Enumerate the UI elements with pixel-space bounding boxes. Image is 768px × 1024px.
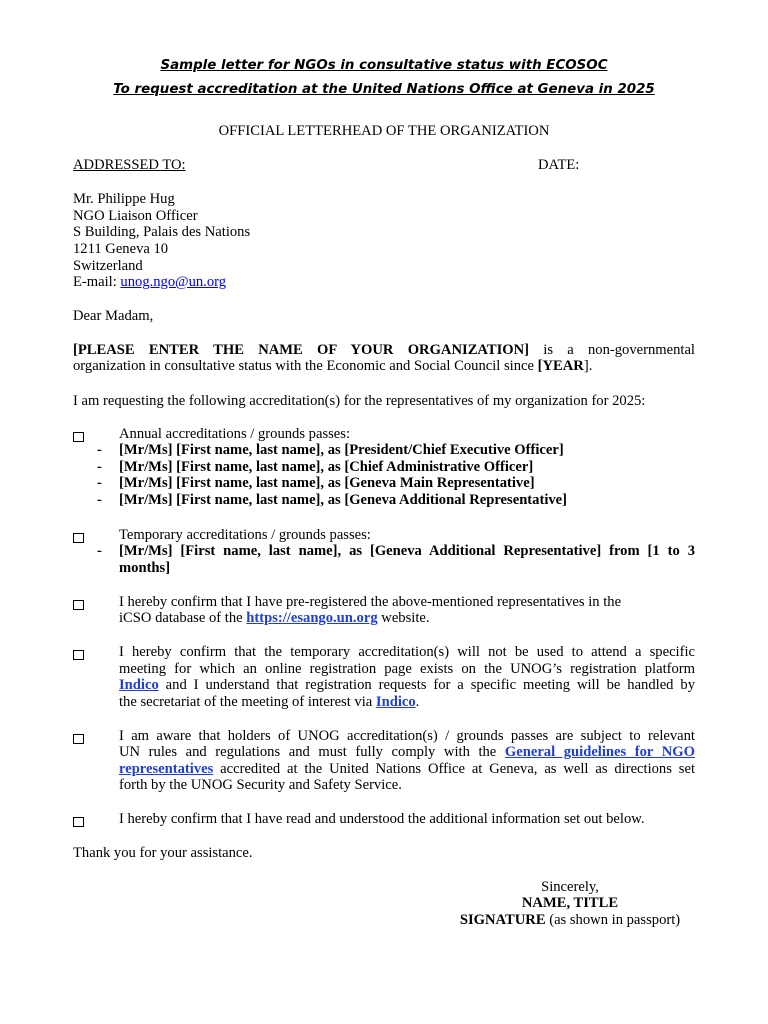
document-title-line1: Sample letter for NGOs in consultative status with ECOSOC <box>160 58 608 73</box>
confirm-preregistered-checkbox[interactable] <box>73 600 84 610</box>
intro-text: is a non-governmental <box>529 342 695 358</box>
confirm-text <box>119 744 695 761</box>
temporary-item-cont: months] <box>119 560 171 576</box>
email-link[interactable]: unog.ngo@un.org <box>120 274 227 290</box>
salutation: Dear Madam, <box>73 308 154 324</box>
address-line: S Building, Palais des Nations <box>73 224 251 240</box>
annual-item: [Mr/Ms] [First name, last name], as [Geneva Additional Representative] <box>119 492 568 508</box>
confirm-rules-checkbox[interactable] <box>73 734 84 744</box>
address-line: 1211 Geneva 10 <box>73 241 169 257</box>
email-line <box>73 274 226 291</box>
addressed-to-label: ADDRESSED TO: <box>73 157 186 173</box>
confirm-text <box>119 677 695 694</box>
list-dash: - <box>97 492 102 508</box>
temporary-item-text: [Mr/Ms] [First name, last name], as [Geneva Additional Representative] from [1 to 3 <box>119 543 695 559</box>
annual-checkbox[interactable] <box>73 432 84 442</box>
list-dash: - <box>97 459 102 475</box>
date-label: DATE: <box>538 157 580 173</box>
closing-line: Thank you for your assistance. <box>73 845 253 861</box>
temporary-checkbox[interactable] <box>73 533 84 543</box>
list-dash: - <box>97 543 102 559</box>
indico-link[interactable]: Indico <box>119 677 159 693</box>
intro-text: ]. <box>583 358 593 374</box>
request-line: I am requesting the following accreditation(s) for the representatives of my organization for 2025: <box>73 393 646 409</box>
email-label: E-mail: <box>73 274 121 290</box>
year-placeholder: [YEAR <box>537 358 584 374</box>
signature-label: SIGNATURE <box>459 912 546 928</box>
confirm-read-checkbox[interactable] <box>73 817 84 827</box>
signature-line <box>395 912 745 929</box>
list-dash: - <box>97 442 102 458</box>
confirm-text <box>119 694 419 711</box>
org-name-placeholder: [PLEASE ENTER THE NAME OF YOUR ORGANIZATION] <box>73 342 530 358</box>
address-line: Switzerland <box>73 258 143 274</box>
annual-item: [Mr/Ms] [First name, last name], as [Geneva Main Representative] <box>119 475 535 491</box>
letterhead-placeholder: OFFICIAL LETTERHEAD OF THE ORGANIZATION <box>218 123 550 139</box>
address-line: NGO Liaison Officer <box>73 208 198 224</box>
intro-text: organization in consultative status with the Economic and Social Council since <box>73 358 538 374</box>
annual-item: [Mr/Ms] [First name, last name], as [Chief Administrative Officer] <box>119 459 534 475</box>
confirm-text-part: I am aware that holders of UNOG accreditation(s) / grounds passes are subject to relevant <box>119 728 695 744</box>
confirm-text: I hereby confirm that I have read and understood the additional information set out below. <box>119 811 645 827</box>
intro-line2 <box>73 358 592 375</box>
confirm-text <box>119 761 695 778</box>
confirm-text <box>119 610 430 627</box>
confirm-text: I hereby confirm that I have pre-registered the above-mentioned representatives in the <box>119 594 622 610</box>
annual-label: Annual accreditations / grounds passes: <box>119 426 351 442</box>
confirm-text <box>119 728 695 745</box>
list-dash: - <box>97 475 102 491</box>
sincerely: Sincerely, <box>541 879 599 895</box>
confirm-text-part: and I understand that registration requests for a specific meeting will be handled by <box>158 677 695 693</box>
guidelines-link[interactable]: representatives <box>119 761 214 777</box>
address-line: Mr. Philippe Hug <box>73 191 175 207</box>
confirm-text-part: the secretariat of the meeting of interest via <box>119 694 376 710</box>
confirm-text: forth by the UNOG Security and Safety Service. <box>119 777 402 793</box>
temporary-item <box>119 543 695 560</box>
signature-note: (as shown in passport) <box>545 912 681 928</box>
confirm-text <box>119 644 695 661</box>
confirm-text-part: iCSO database of the <box>119 610 247 626</box>
confirm-text-part: meeting for which an online registration page exists on the UNOG’s registration platform <box>119 661 695 677</box>
document-title-line2: To request accreditation at the United Nations Office at Geneva in 2025 <box>113 82 655 97</box>
annual-item: [Mr/Ms] [First name, last name], as [President/Chief Executive Officer] <box>119 442 564 458</box>
intro-line1 <box>73 342 695 359</box>
indico-link[interactable]: Indico <box>375 694 416 710</box>
confirm-text-part: . <box>415 694 420 710</box>
confirm-text <box>119 661 695 678</box>
confirm-text-part: I hereby confirm that the temporary accreditation(s) will not be used to attend a specific <box>119 644 695 660</box>
confirm-text-part: UN rules and regulations and must fully comply with the <box>119 744 505 760</box>
confirm-text-part: accredited at the United Nations Office at Geneva, as well as directions set <box>213 761 695 777</box>
confirm-temporary-checkbox[interactable] <box>73 650 84 660</box>
temporary-label: Temporary accreditations / grounds passes: <box>119 527 371 543</box>
confirm-text-part: website. <box>377 610 430 626</box>
signatory-name-title: NAME, TITLE <box>521 895 619 911</box>
esango-link[interactable]: https://esango.un.org <box>246 610 378 626</box>
guidelines-link[interactable]: General guidelines for NGO <box>504 744 695 760</box>
